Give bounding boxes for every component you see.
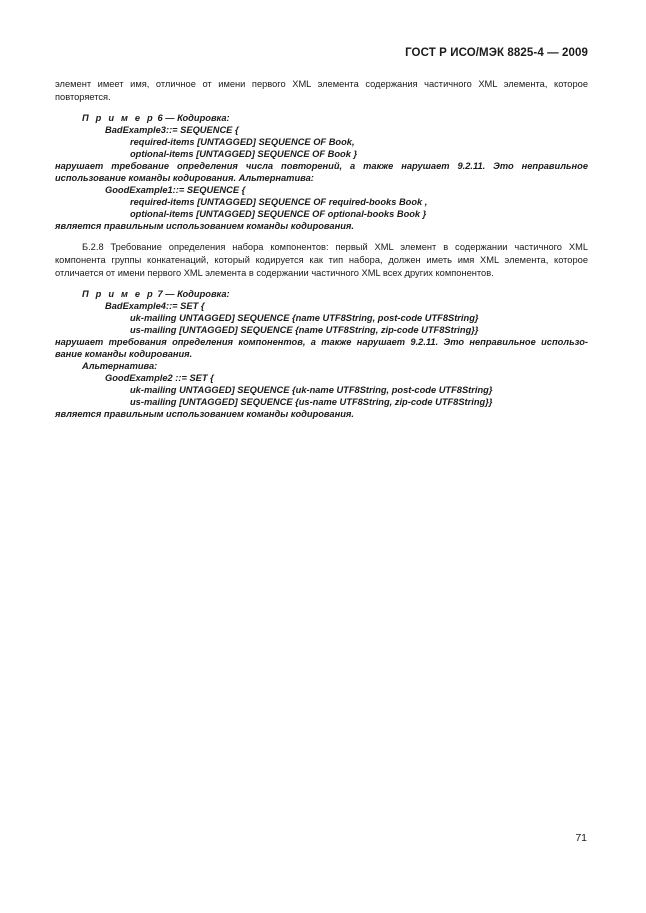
clause-b28-paragraph: Б.2.8 Требование определения набора компонентов: первый XML элемент в содержании частичного XML компонента группы конкатенаций, который кодируется как тип набора, должен иметь имя XML элемента, которое отличается от имени первого XML элемента в содержании частичного XML всех других компонентов. [55,242,588,278]
example-prefix: П р и м е р [82,289,155,299]
alternative-label: Альтернатива: [82,361,158,371]
code-line: optional-items [UNTAGGED] SEQUENCE OF optional-books Book } [130,209,427,219]
code-line: us-mailing [UNTAGGED] SEQUENCE {us-name UTF8String, zip-code UTF8String}} [130,397,493,407]
page-content [55,78,588,420]
code-line: GoodExample1::= SEQUENCE { [105,185,246,195]
code-line: required-items [UNTAGGED] SEQUENCE OF Book, [130,137,355,147]
code-line: optional-items [UNTAGGED] SEQUENCE OF Book } [130,149,358,159]
example6-heading [55,112,588,124]
code-line: required-items [UNTAGGED] SEQUENCE OF required-books Book , [130,197,428,207]
code-line: us-mailing [UNTAGGED] SEQUENCE {name UTF8String, zip-code UTF8String}} [130,325,479,335]
code-line: uk-mailing UNTAGGED] SEQUENCE {uk-name UTF8String, post-code UTF8String} [130,385,493,395]
violation-text: вание команды кодирования. [55,349,193,359]
page-number: 71 [575,832,587,844]
code-line: uk-mailing UNTAGGED] SEQUENCE {name UTF8String, post-code UTF8String} [130,313,479,323]
code-line: GoodExample2 ::= SET { [105,373,214,383]
violation-text: нарушает требование определения числа повторений, а также нарушает 9.2.11. Это неправильное [55,161,588,171]
code-line: BadExample4::= SET { [105,301,205,311]
intro-paragraph: элемент имеет имя, отличное от имени первого XML элемента содержания частичного XML элемента, которое повторяется. [55,79,588,102]
example-title: 7 — Кодировка: [157,289,230,299]
example-title: 6 — Кодировка: [157,113,230,123]
example7-heading [55,288,588,300]
document-header: ГОСТ Р ИСО/МЭК 8825-4 — 2009 [405,47,588,59]
violation-text: использование команды кодирования. Альтернатива: [55,173,314,183]
correct-usage-text: является правильным использованием команды кодирования. [55,221,354,231]
violation-text: нарушает требования определения компонентов, а также нарушает 9.2.11. Это неправильное использо- [55,337,588,347]
code-line: BadExample3::= SEQUENCE { [105,125,239,135]
example-prefix: П р и м е р [82,113,155,123]
correct-usage-text: является правильным использованием команды кодирования. [55,409,354,419]
